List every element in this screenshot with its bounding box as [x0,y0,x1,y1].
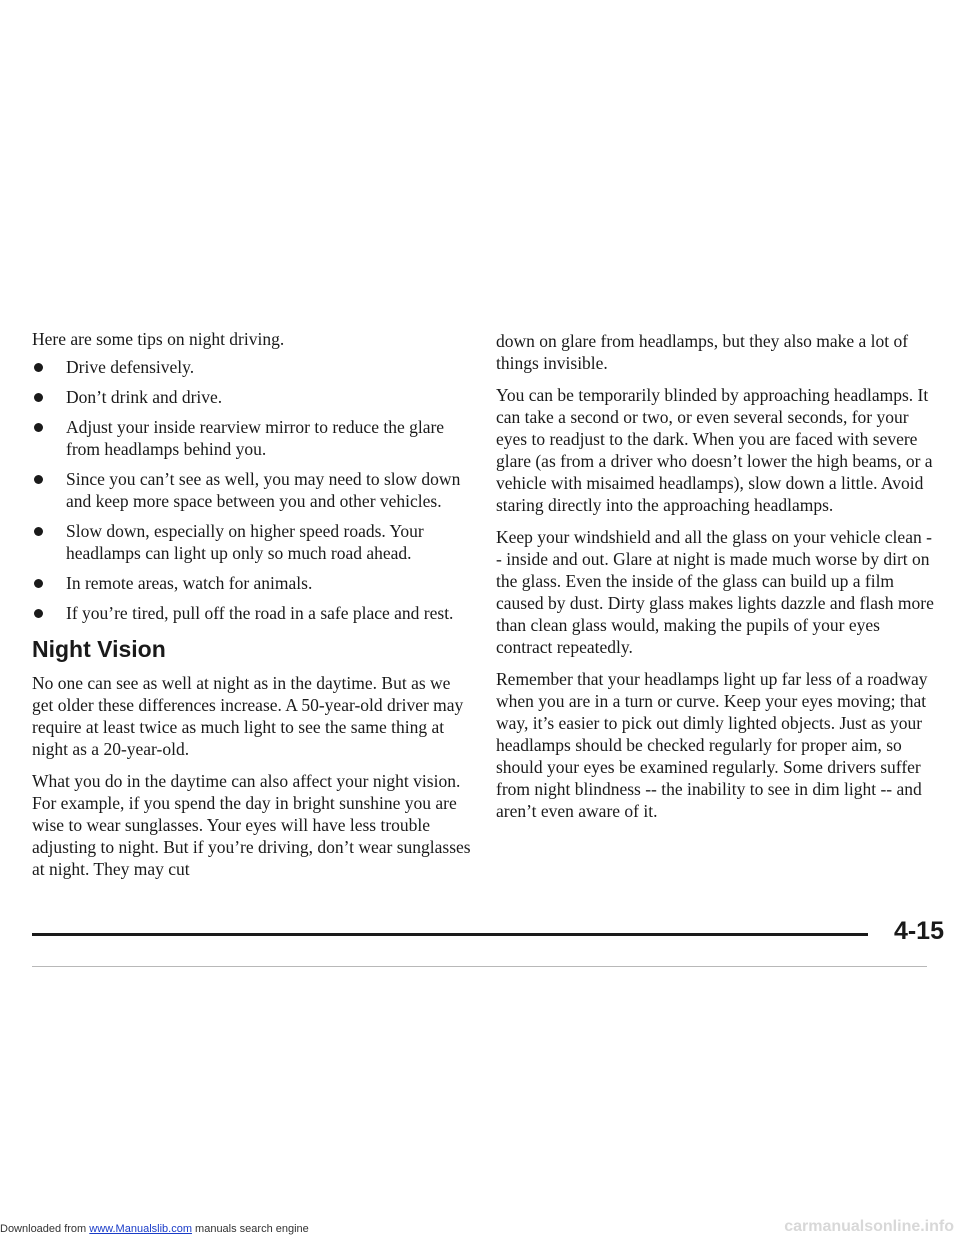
bullet-icon [34,579,43,588]
bullet-icon [34,527,43,536]
bullet-icon [34,475,43,484]
tips-intro: Here are some tips on night driving. [32,329,285,349]
list-item [32,356,472,378]
list-item [32,602,472,624]
tip-text: In remote areas, watch for animals. [66,573,313,593]
banner-suffix: manuals search engine [191,1223,309,1235]
watermark: carmanualsonline.info [784,1218,954,1235]
list-item [32,520,472,564]
bullet-icon [34,393,43,402]
bullet-icon [34,363,43,372]
list-item [32,468,472,512]
footer-thin-rule [32,966,927,967]
paragraph: Keep your windshield and all the glass on your vehicle clean -- inside and out. Glare at night is made much worse by dirt on the glass. Even the inside of the glass can build up a film caused by dust. Dirty glass makes lights dazzle and flash more than clean glass would, making the pupils of your eyes contract repeatedly. [496,527,934,657]
tip-text: Slow down, especially on higher speed roads. Your headlamps can light up only so much road ahead. [66,521,424,563]
list-item [32,572,472,594]
paragraph: Remember that your headlamps light up far less of a roadway when you are in a turn or curve. Keep your eyes moving; that way, it’s easier to pick out dimly lighted objects. Just as your headlamps should be checked regularly for proper aim, so should your eyes be examined regularly. Some drivers suffer from night blindness -- the inability to see in dim light -- and aren’t even aware of it. [496,669,928,821]
tip-text: If you’re tired, pull off the road in a safe place and rest. [66,603,454,623]
right-column [496,330,936,832]
tips-list [32,356,472,624]
manualslib-link[interactable]: www.Manualslib.com [89,1223,192,1235]
bullet-icon [34,423,43,432]
tip-text: Adjust your inside rearview mirror to reduce the glare from headlamps behind you. [66,417,445,459]
source-banner [0,1222,309,1236]
tip-text: Drive defensively. [66,357,195,377]
list-item [32,386,472,408]
paragraph: No one can see as well at night as in the daytime. But as we get older these differences increase. A 50-year-old driver may require at least twice as much light to see the same thing at night as a 20-year-old. [32,673,464,759]
bullet-icon [34,609,43,618]
tip-text: Since you can’t see as well, you may need to slow down and keep more space between you and other vehicles. [66,469,461,511]
banner-prefix: Downloaded from [0,1223,90,1235]
paragraph: down on glare from headlamps, but they also make a lot of things invisible. [496,331,909,373]
tip-text: Don’t drink and drive. [66,387,223,407]
left-column [32,328,472,890]
section-title: Night Vision [32,636,166,662]
page-number: 4-15 [893,917,944,945]
footer-rule [32,933,868,936]
list-item [32,416,472,460]
paragraph: You can be temporarily blinded by approaching headlamps. It can take a second or two, or even several seconds, for your eyes to readjust to the dark. When you are faced with severe glare (as from a driver who doesn’t lower the high beams, or a vehicle with misaimed headlamps), slow down a little. Avoid staring directly into the approaching headlamps. [496,385,933,515]
paragraph: What you do in the daytime can also affect your night vision. For example, if you spend the day in bright sunshine you are wise to wear sunglasses. Your eyes will have less trouble adjusting to night. But if you’re driving, don’t wear sunglasses at night. They may cut [32,771,471,879]
